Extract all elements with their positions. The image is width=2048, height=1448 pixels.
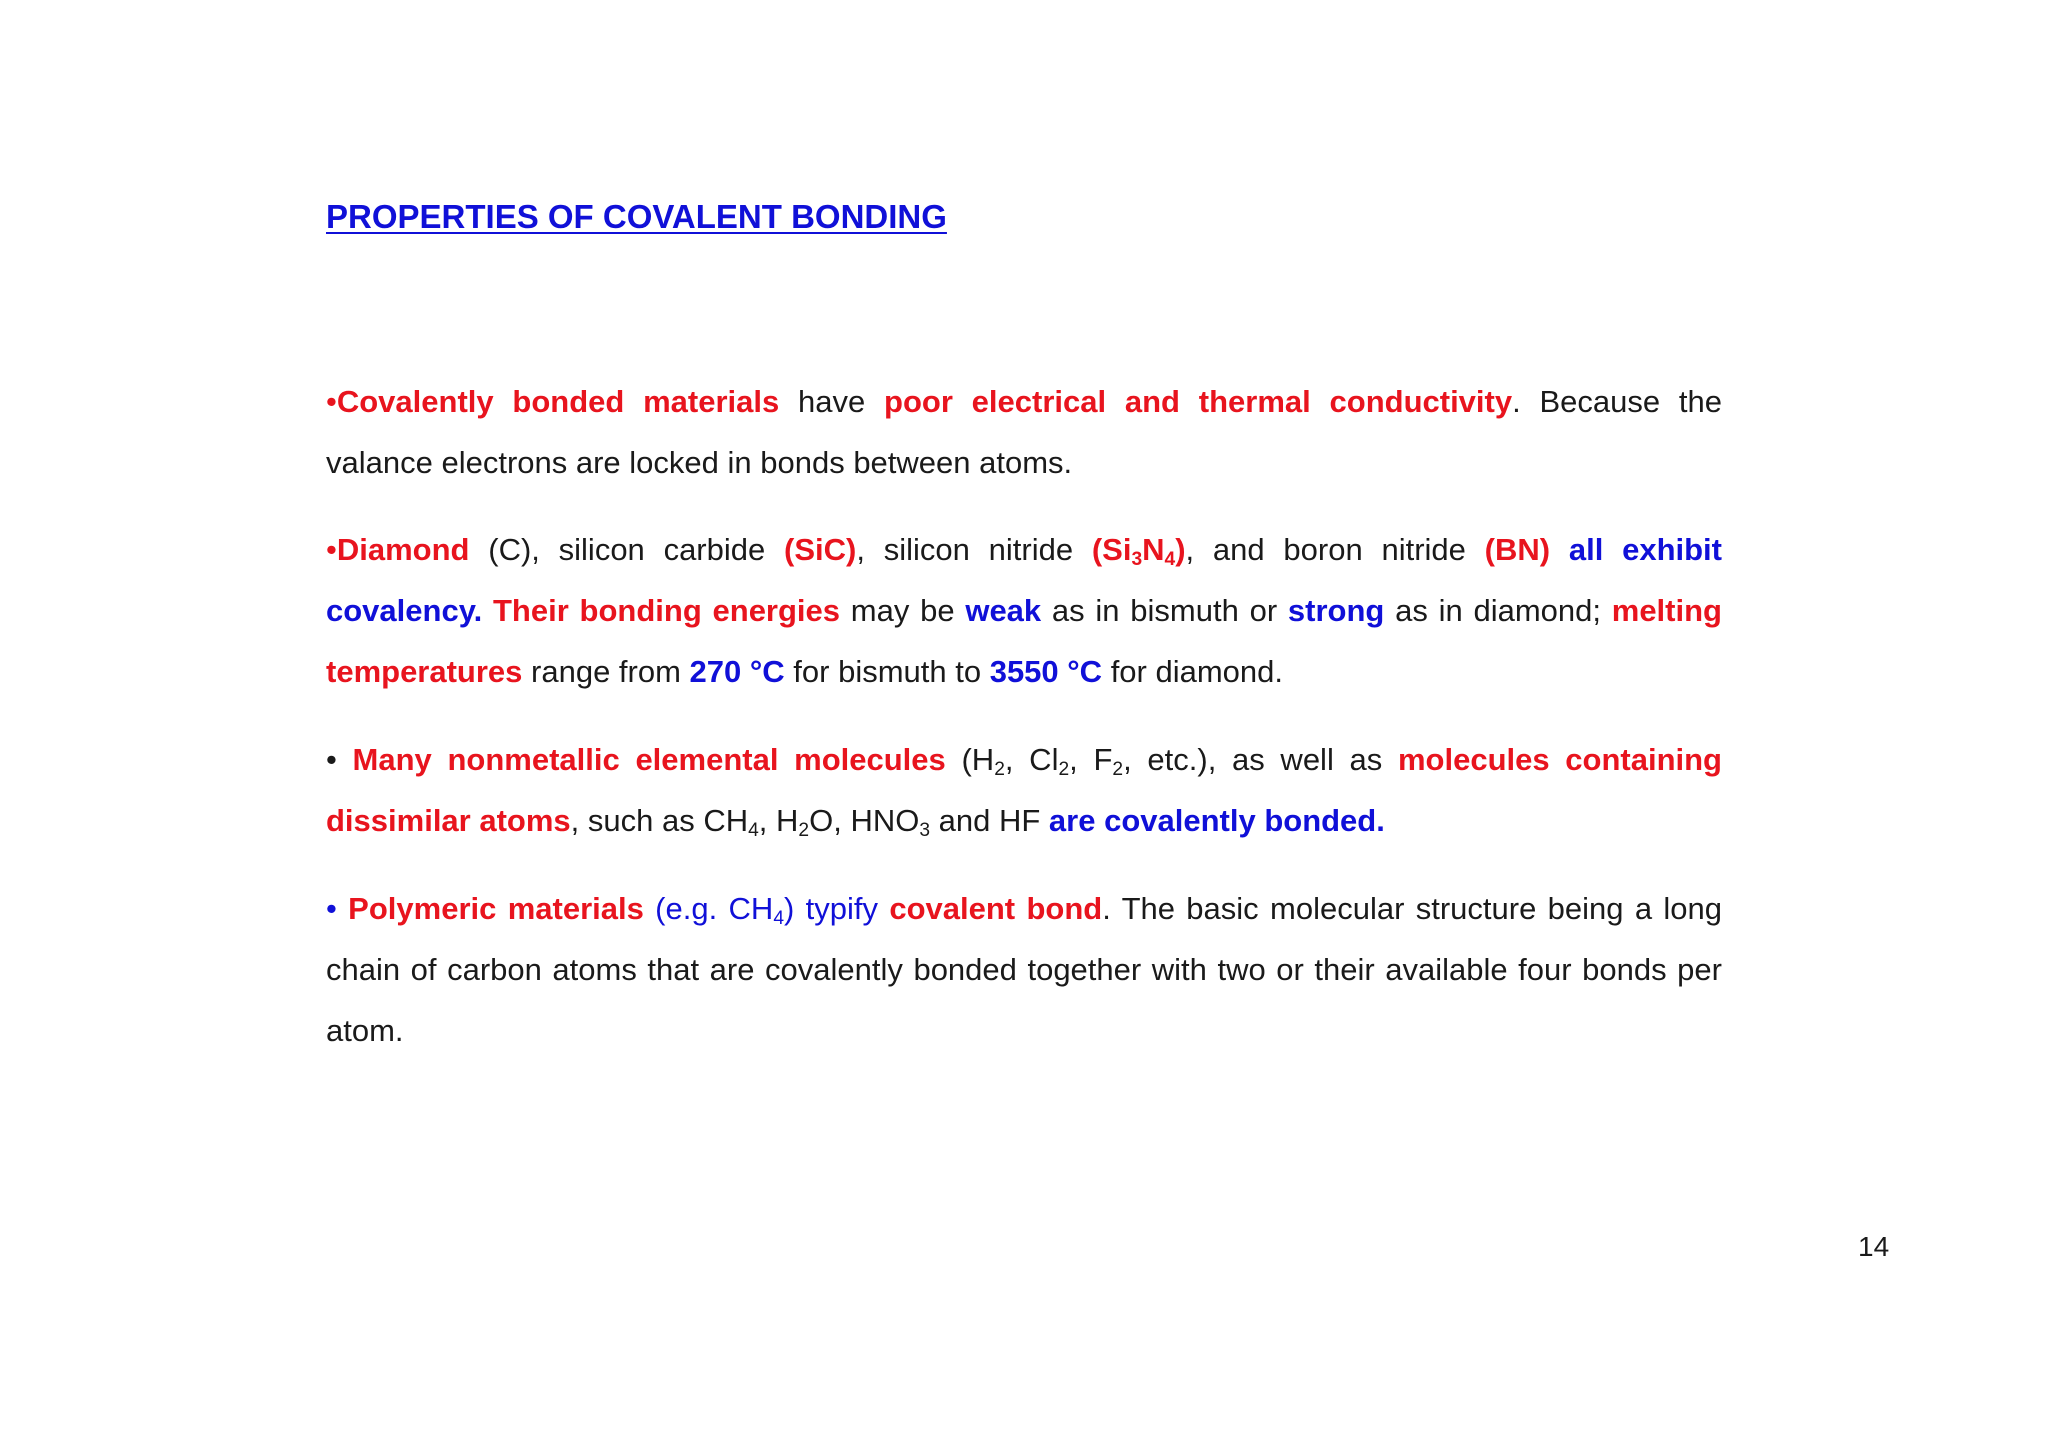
text-span: Diamond <box>336 532 470 567</box>
text-span: O, HNO <box>809 803 920 838</box>
text-span: , such as CH <box>570 803 749 838</box>
text-span: have <box>779 384 885 419</box>
text-span: as in diamond; <box>1384 593 1612 628</box>
text-span: for bismuth to <box>784 654 990 689</box>
text-span: 270 °C <box>689 654 785 689</box>
subscript: 3 <box>1131 548 1143 570</box>
text-span: strong <box>1287 593 1385 628</box>
paragraph-polymers <box>326 878 1722 1061</box>
paragraph-conductivity <box>326 371 1722 493</box>
text-span: , F <box>1069 742 1113 777</box>
page-title: PROPERTIES OF COVALENT BONDING <box>326 198 947 235</box>
formula-si3n4 <box>1091 532 1186 570</box>
text-span: range from <box>522 654 690 689</box>
subscript: 2 <box>994 758 1005 780</box>
bullet: • <box>326 384 337 419</box>
text-span: . Because the valance electrons are locked in bonds between atoms. <box>326 384 1723 480</box>
text-span: may be <box>840 593 966 628</box>
text-span: (Si <box>1091 532 1132 567</box>
text-span: (H <box>945 742 995 777</box>
bullet: • <box>326 742 337 777</box>
text-span: (C), silicon carbide <box>469 532 785 567</box>
text-span: Polymeric materials <box>336 891 644 926</box>
text-span: all exhibit covalency. <box>326 532 1722 628</box>
text-span: covalent bond <box>889 891 1103 926</box>
subscript: 4 <box>773 907 784 929</box>
text-span: , H <box>758 803 799 838</box>
text-span: (e.g. CH <box>643 891 774 926</box>
subscript: 4 <box>748 819 759 841</box>
subscript: 2 <box>1112 758 1124 780</box>
subscript: 3 <box>919 819 931 841</box>
text-span: (BN) <box>1484 532 1551 567</box>
text-span: ) typify <box>784 891 890 926</box>
text-span: as in bismuth or <box>1041 593 1288 628</box>
text-span: and HF <box>930 803 1049 838</box>
text-span: Many nonmetallic elemental molecules <box>336 742 946 777</box>
subscript: 4 <box>1164 548 1176 570</box>
subscript: 2 <box>798 819 810 841</box>
text-span: molecules containing dissimilar atoms <box>326 742 1722 838</box>
text-span: are covalently bonded. <box>1048 803 1385 838</box>
text-span: Their bonding energies <box>482 593 841 628</box>
text-span: (SiC) <box>784 532 857 567</box>
text-span: 3550 °C <box>989 654 1103 689</box>
text-span: for diamond. <box>1102 654 1284 689</box>
text-span: ) <box>1175 532 1186 567</box>
paragraph-molecules <box>326 729 1722 851</box>
text-span: , silicon nitride <box>856 532 1092 567</box>
bullet: • <box>326 532 337 567</box>
text-span: . The basic molecular structure being a long chain of carbon atoms that are covalently bonded together with two or their available four bonds per atom. <box>326 891 1722 1048</box>
text-span: N <box>1142 532 1165 567</box>
text-span: weak <box>965 593 1042 628</box>
text-span: melting temperatures <box>326 593 1722 689</box>
text-span: Covalently bonded materials <box>336 384 780 419</box>
bullet: • <box>326 891 337 926</box>
text-span: , etc.), as well as <box>1123 742 1398 777</box>
page-number: 14 <box>1858 1231 1890 1262</box>
paragraph-examples <box>326 519 1722 702</box>
text-span: , Cl <box>1004 742 1059 777</box>
text-span: poor electrical and thermal conductivity <box>884 384 1513 419</box>
text-span: , and boron nitride <box>1185 532 1485 567</box>
subscript: 2 <box>1058 758 1070 780</box>
